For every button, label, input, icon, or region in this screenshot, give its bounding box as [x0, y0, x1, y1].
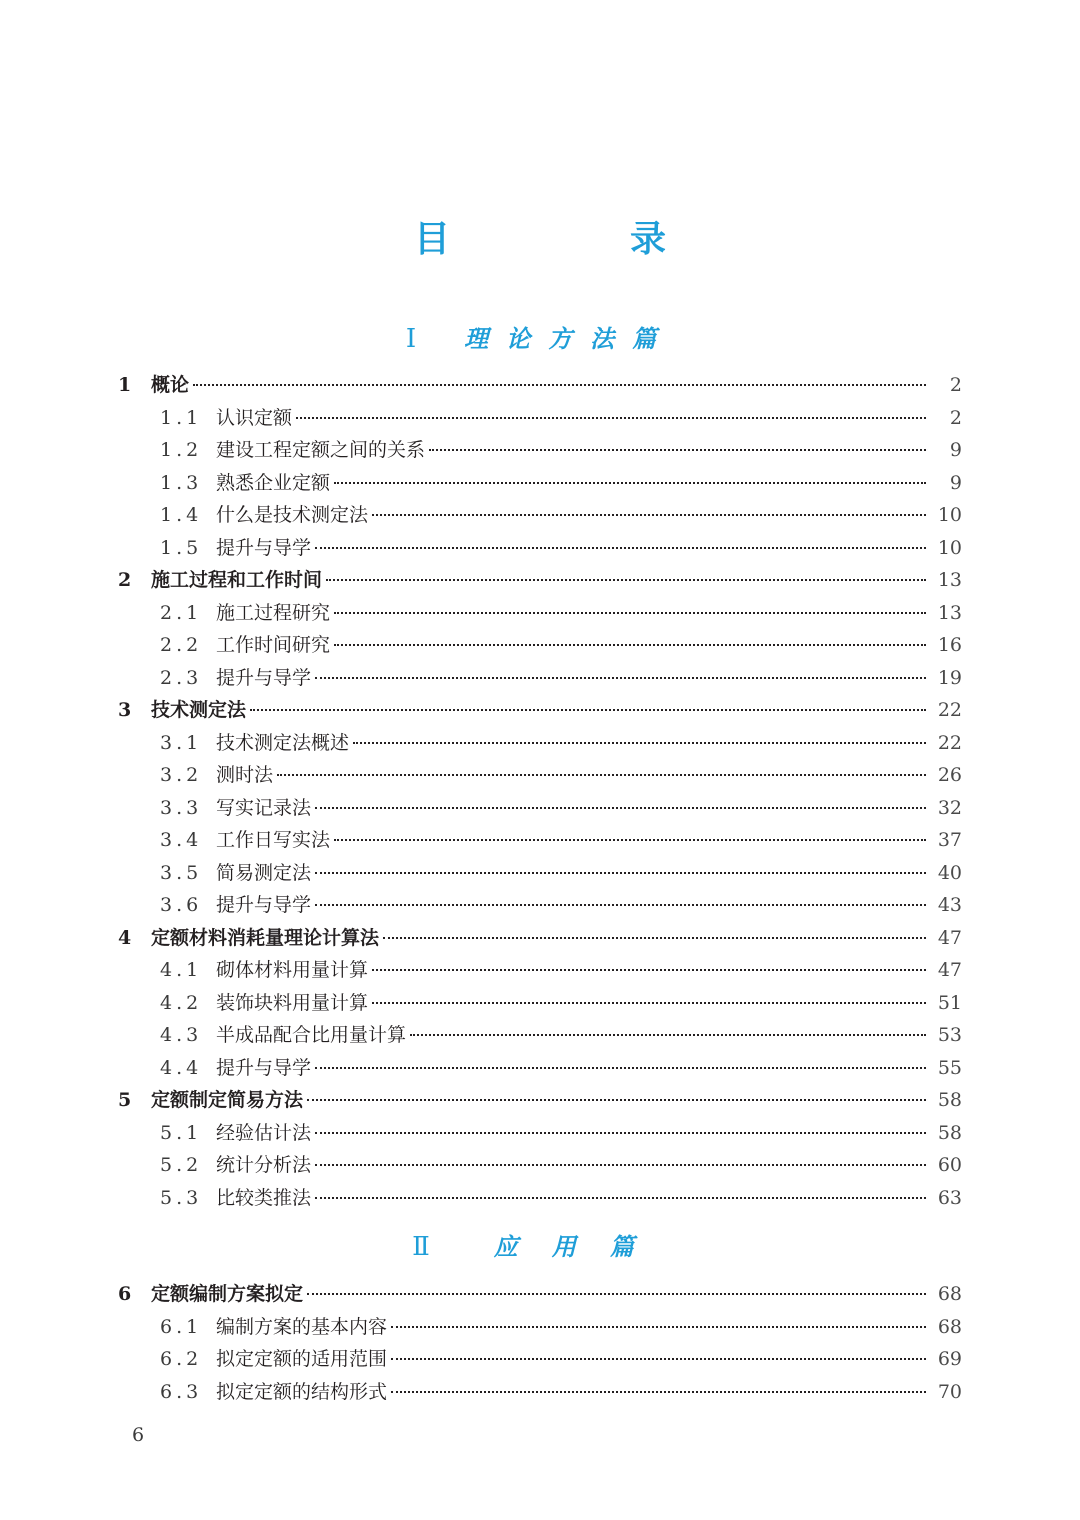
- toc-section-entry[interactable]: [118, 955, 962, 988]
- entry-title: 统计分析法: [216, 1154, 312, 1176]
- dot-leader: [334, 612, 926, 614]
- toc-chapter-entry[interactable]: [118, 695, 962, 728]
- entry-page-number: 37: [937, 829, 962, 851]
- entry-number: 3.5: [160, 861, 203, 884]
- entry-title: 施工过程和工作时间: [151, 569, 323, 591]
- entry-page-number: 19: [937, 666, 962, 689]
- toc-chapter-entry[interactable]: [118, 565, 962, 598]
- dot-leader: [296, 417, 926, 419]
- entry-title: 编制方案的基本内容: [216, 1315, 388, 1338]
- toc-section-entry[interactable]: [118, 598, 962, 631]
- entry-number: 1.1: [160, 406, 203, 429]
- toc-section-entry[interactable]: [118, 435, 962, 468]
- entry-title: 拟定定额的结构形式: [216, 1380, 388, 1403]
- dot-leader: [307, 1099, 926, 1101]
- part-title: 理论方法篇: [464, 325, 675, 353]
- entry-title: 拟定定额的适用范围: [216, 1348, 388, 1370]
- entry-title: 提升与导学: [216, 666, 312, 689]
- entry-title: 写实记录法: [216, 796, 312, 819]
- dot-leader: [410, 1034, 926, 1036]
- entry-title: 建设工程定额之间的关系: [216, 439, 426, 461]
- entry-number: 4.2: [160, 991, 203, 1014]
- entry-page-number: 9: [949, 439, 962, 461]
- entry-number: 2.1: [160, 601, 203, 624]
- entry-number: 1.2: [160, 439, 203, 461]
- entry-title: 装饰块料用量计算: [216, 991, 369, 1014]
- toc-section-entry[interactable]: [118, 630, 962, 663]
- toc-list-part-2: [118, 1279, 962, 1409]
- dot-leader: [315, 904, 926, 906]
- entry-number: 6.3: [160, 1380, 203, 1403]
- dot-leader: [372, 969, 926, 971]
- entry-title: 提升与导学: [216, 536, 312, 559]
- dot-leader: [277, 774, 926, 776]
- toc-section-entry[interactable]: [118, 728, 962, 761]
- dot-leader: [315, 807, 926, 809]
- dot-leader: [334, 644, 926, 646]
- entry-page-number: 55: [937, 1056, 962, 1079]
- entry-title: 定额编制方案拟定: [151, 1283, 304, 1305]
- dot-leader: [391, 1391, 926, 1393]
- entry-number: 4.4: [160, 1056, 203, 1079]
- entry-page-number: 22: [937, 699, 962, 721]
- toc-section-entry[interactable]: [118, 500, 962, 533]
- toc-section-entry[interactable]: [118, 890, 962, 923]
- entry-title: 定额制定简易方法: [151, 1089, 304, 1111]
- toc-section-entry[interactable]: [118, 1020, 962, 1053]
- toc-section-entry[interactable]: [118, 760, 962, 793]
- entry-page-number: 51: [937, 991, 962, 1014]
- entry-page-number: 70: [937, 1380, 962, 1403]
- part-heading-1: [0, 319, 1080, 359]
- toc-section-entry[interactable]: [118, 1312, 962, 1345]
- toc-section-entry[interactable]: [118, 468, 962, 501]
- entry-title: 工作时间研究: [216, 634, 331, 656]
- dot-leader: [353, 742, 926, 744]
- entry-number: 3.1: [160, 731, 203, 754]
- entry-number: 6.1: [160, 1315, 203, 1338]
- dot-leader: [193, 384, 926, 386]
- toc-section-entry[interactable]: [118, 825, 962, 858]
- entry-page-number: 58: [937, 1089, 962, 1111]
- dot-leader: [315, 547, 926, 549]
- entry-page-number: 43: [937, 894, 962, 916]
- entry-title: 定额材料消耗量理论计算法: [151, 926, 380, 949]
- toc-section-entry[interactable]: [118, 1377, 962, 1410]
- entry-title: 什么是技术测定法: [216, 504, 369, 526]
- entry-page-number: 47: [937, 959, 962, 981]
- dot-leader: [307, 1293, 926, 1295]
- entry-title: 提升与导学: [216, 1056, 312, 1079]
- entry-number: 2: [118, 569, 132, 591]
- dot-leader: [315, 1132, 926, 1134]
- entry-title: 概论: [151, 374, 190, 396]
- entry-title: 工作日写实法: [216, 829, 331, 851]
- dot-leader: [315, 1197, 926, 1199]
- entry-title: 简易测定法: [216, 861, 312, 884]
- dot-leader: [250, 709, 926, 711]
- entry-page-number: 2: [949, 406, 962, 429]
- entry-page-number: 22: [937, 731, 962, 754]
- entry-number: 2.3: [160, 666, 203, 689]
- part-title: 应用篇: [493, 1233, 668, 1261]
- dot-leader: [391, 1326, 926, 1328]
- page-number: 6: [132, 1424, 145, 1446]
- dot-leader: [315, 677, 926, 679]
- entry-title: 比较类推法: [216, 1186, 312, 1209]
- toc-chapter-entry[interactable]: [118, 923, 962, 956]
- entry-page-number: 9: [949, 471, 962, 494]
- part-heading-2: [0, 1227, 1080, 1267]
- toc-section-entry[interactable]: [118, 1344, 962, 1377]
- entry-page-number: 58: [937, 1121, 962, 1144]
- entry-number: 3.2: [160, 764, 203, 786]
- dot-leader: [315, 1067, 926, 1069]
- entry-title: 半成品配合比用量计算: [216, 1024, 407, 1046]
- toc-section-entry[interactable]: [118, 1150, 962, 1183]
- entry-number: 1.5: [160, 536, 203, 559]
- dot-leader: [391, 1358, 926, 1360]
- entry-number: 4.3: [160, 1024, 203, 1046]
- entry-page-number: 60: [937, 1154, 962, 1176]
- entry-title: 测时法: [216, 764, 274, 786]
- dot-leader: [315, 1164, 926, 1166]
- entry-title: 砌体材料用量计算: [216, 959, 369, 981]
- entry-page-number: 47: [937, 926, 962, 949]
- toc-section-entry[interactable]: [118, 1183, 962, 1216]
- entry-title: 认识定额: [216, 406, 293, 429]
- toc-section-entry[interactable]: [118, 988, 962, 1021]
- entry-page-number: 26: [937, 764, 962, 786]
- toc-chapter-entry[interactable]: [118, 1279, 962, 1312]
- entry-number: 5: [118, 1089, 132, 1111]
- entry-title: 施工过程研究: [216, 601, 331, 624]
- entry-number: 1.3: [160, 471, 203, 494]
- toc-chapter-entry[interactable]: [118, 1085, 962, 1118]
- entry-title: 经验估计法: [216, 1121, 312, 1144]
- dot-leader: [429, 449, 926, 451]
- entry-page-number: 32: [937, 796, 962, 819]
- page-title: 目 录: [413, 219, 738, 260]
- entry-number: 2.2: [160, 634, 203, 656]
- entry-page-number: 40: [937, 861, 962, 884]
- entry-number: 5.3: [160, 1186, 203, 1209]
- entry-page-number: 68: [937, 1315, 962, 1338]
- dot-leader: [372, 514, 926, 516]
- entry-number: 3.4: [160, 829, 203, 851]
- toc-section-entry[interactable]: [118, 1118, 962, 1151]
- entry-number: 5.1: [160, 1121, 203, 1144]
- entry-number: 1: [118, 374, 132, 396]
- entry-page-number: 13: [937, 601, 962, 624]
- entry-number: 4.1: [160, 959, 203, 981]
- entry-page-number: 69: [937, 1348, 962, 1370]
- toc-section-entry[interactable]: [118, 663, 962, 696]
- entry-page-number: 16: [937, 634, 962, 656]
- entry-title: 熟悉企业定额: [216, 471, 331, 494]
- entry-number: 1.4: [160, 504, 203, 526]
- entry-number: 3.3: [160, 796, 203, 819]
- toc-section-entry[interactable]: [118, 403, 962, 436]
- dot-leader: [334, 482, 926, 484]
- entry-page-number: 10: [937, 536, 962, 559]
- entry-number: 4: [118, 926, 132, 949]
- entry-title: 技术测定法: [151, 699, 247, 721]
- entry-page-number: 53: [937, 1024, 962, 1046]
- entry-title: 提升与导学: [216, 894, 312, 916]
- dot-leader: [372, 1002, 926, 1004]
- entry-number: 6: [118, 1283, 132, 1305]
- entry-title: 技术测定法概述: [216, 731, 350, 754]
- dot-leader: [326, 579, 926, 581]
- entry-number: 3: [118, 699, 132, 721]
- toc-chapter-entry[interactable]: [118, 370, 962, 403]
- toc-section-entry[interactable]: [118, 858, 962, 891]
- entry-page-number: 13: [937, 569, 962, 591]
- toc-list-part-1: [118, 370, 962, 1215]
- toc-section-entry[interactable]: [118, 1053, 962, 1086]
- dot-leader: [334, 839, 926, 841]
- entry-page-number: 63: [937, 1186, 962, 1209]
- toc-section-entry[interactable]: [118, 533, 962, 566]
- entry-number: 6.2: [160, 1348, 203, 1370]
- entry-number: 3.6: [160, 894, 203, 916]
- entry-page-number: 68: [937, 1283, 962, 1305]
- part-numeral: Ⅰ: [405, 324, 435, 354]
- part-numeral: Ⅱ: [412, 1232, 464, 1262]
- entry-page-number: 2: [949, 374, 962, 396]
- toc-section-entry[interactable]: [118, 793, 962, 826]
- dot-leader: [383, 937, 926, 939]
- entry-number: 5.2: [160, 1154, 203, 1176]
- entry-page-number: 10: [937, 504, 962, 526]
- dot-leader: [315, 872, 926, 874]
